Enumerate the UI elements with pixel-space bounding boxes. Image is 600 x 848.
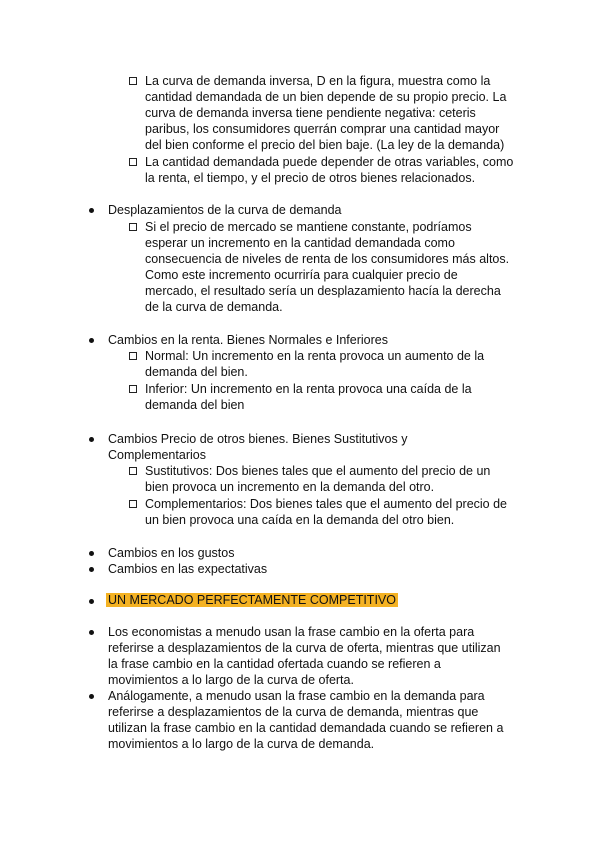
text-line: mercado, el resultado sería un desplazamiento hacía la derecha [145, 284, 501, 298]
text-line: demanda del bien [145, 398, 245, 412]
bullet-icon [89, 338, 94, 343]
text-line: un bien provoca una caída en la demanda del otro bien. [145, 513, 455, 527]
bullet-title: Cambios en las expectativas [108, 562, 268, 576]
text-line: cantidad demandada de un bien depende de su propio precio. La [145, 90, 507, 104]
text-line: referirse a desplazamientos de la curva de oferta, mientras que utilizan [108, 641, 501, 655]
text-line: utilizan la frase cambio en la cantidad demandada cuando se refieren a [108, 721, 504, 735]
section-heading [106, 592, 398, 608]
text-line: Inferior: Un incremento en la renta provoca una caída de la [145, 382, 472, 396]
bullet-title: Cambios Precio de otros bienes. Bienes Sustitutivos y [108, 432, 408, 446]
bullet-icon [89, 599, 94, 604]
checkbox-icon [129, 352, 137, 360]
text-line: referirse a desplazamientos de la curva de demanda, mientras que [108, 705, 479, 719]
checkbox-icon [129, 223, 137, 231]
bullet-title: Desplazamientos de la curva de demanda [108, 203, 342, 217]
checkbox-icon [129, 77, 137, 85]
text-line: Complementarios: Dos bienes tales que el aumento del precio de [145, 497, 508, 511]
bullet-title: Cambios en los gustos [108, 546, 235, 560]
bullet-icon [89, 567, 94, 572]
text-line: Como este incremento ocurriría para cualquier precio de [145, 268, 458, 282]
text-line: Si el precio de mercado se mantiene constante, podríamos [145, 220, 472, 234]
bullet-icon [89, 437, 94, 442]
text-line: Los economistas a menudo usan la frase cambio en la oferta para [108, 625, 475, 639]
checkbox-icon [129, 385, 137, 393]
checkbox-icon [129, 158, 137, 166]
text-line: movimientos a lo largo de la curva de oferta. [108, 673, 354, 687]
text-line: paribus, los consumidores querrán comprar una cantidad mayor [145, 122, 500, 136]
bullet-icon [89, 694, 94, 699]
text-line: la frase cambio en la cantidad ofertada cuando se refieren a [108, 657, 441, 671]
bullet-title: Complementarios [108, 448, 206, 462]
highlighted-text: UN MERCADO PERFECTAMENTE COMPETITIVO [108, 593, 396, 607]
text-line: consecuencia de niveles de renta de los consumidores más altos. [145, 252, 510, 266]
text-line: demanda del bien. [145, 365, 248, 379]
text-line: Sustitutivos: Dos bienes tales que el aumento del precio de un [145, 464, 491, 478]
text-line: bien provoca un incremento en la demanda del otro. [145, 480, 435, 494]
bullet-icon [89, 208, 94, 213]
bullet-icon [89, 551, 94, 556]
text-line: la renta, el tiempo, y el precio de otros bienes relacionados. [145, 171, 476, 185]
checkbox-icon [129, 467, 137, 475]
bullet-title: Cambios en la renta. Bienes Normales e Inferiores [108, 333, 388, 347]
text-line: del bien conforme el precio del bien baje. (La ley de la demanda) [145, 138, 505, 152]
text-line: Normal: Un incremento en la renta provoca un aumento de la [145, 349, 485, 363]
text-line: de la curva de demanda. [145, 300, 283, 314]
bullet-icon [89, 630, 94, 635]
text-line: esperar un incremento en la cantidad demandada como [145, 236, 455, 250]
text-line: movimientos a lo largo de la curva de demanda. [108, 737, 375, 751]
text-line: Análogamente, a menudo usan la frase cambio en la demanda para [108, 689, 485, 703]
text-line: curva de demanda inversa tiene pendiente negativa: ceteris [145, 106, 476, 120]
checkbox-icon [129, 500, 137, 508]
text-line: La cantidad demandada puede depender de otras variables, como [145, 155, 514, 169]
text-line: La curva de demanda inversa, D en la figura, muestra como la [145, 74, 491, 88]
